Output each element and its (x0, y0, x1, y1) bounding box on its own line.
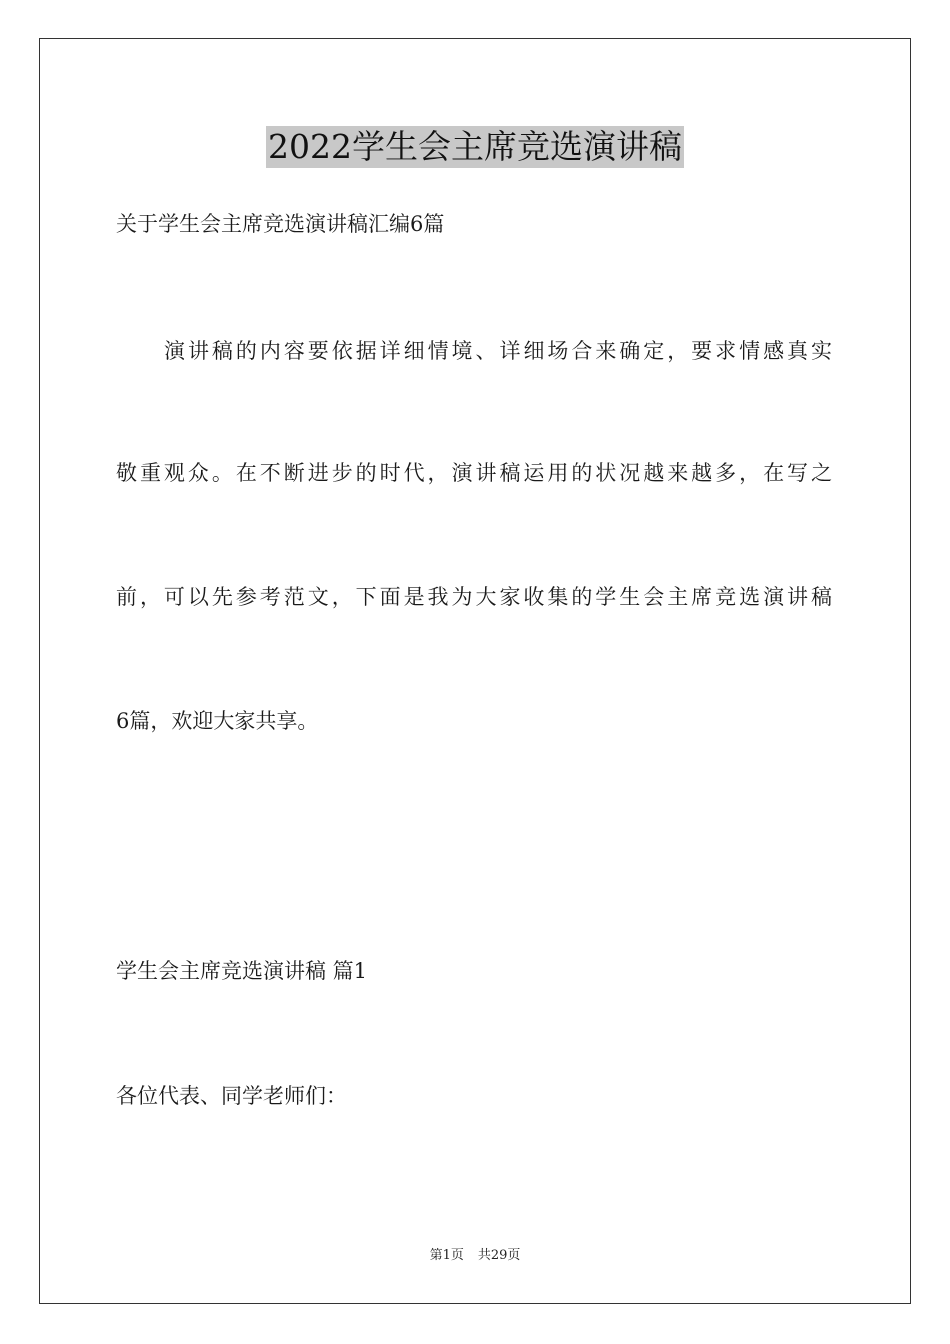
intro-line-1: 演讲稿的内容要依据详细情境、详细场合来确定，要求情感真实 (164, 339, 832, 363)
page-total: 共29页 (477, 1248, 521, 1263)
title-container (0, 126, 950, 168)
salutation: 各位代表、同学老师们： (116, 1084, 347, 1108)
intro-line-4: 6篇，欢迎大家共享。 (116, 709, 319, 733)
page-footer (0, 1247, 950, 1265)
intro-line-3: 前，可以先参考范文，下面是我为大家收集的学生会主席竞选演讲稿 (116, 585, 832, 609)
page-number: 第1页 (429, 1248, 464, 1263)
intro-line-2: 敬重观众。在不断进步的时代，演讲稿运用的状况越来越多，在写之 (116, 461, 832, 485)
document-subtitle: 关于学生会主席竞选演讲稿汇编6篇 (116, 212, 445, 236)
section-heading: 学生会主席竞选演讲稿 篇1 (116, 959, 368, 983)
document-title: 2022学生会主席竞选演讲稿 (268, 127, 682, 166)
